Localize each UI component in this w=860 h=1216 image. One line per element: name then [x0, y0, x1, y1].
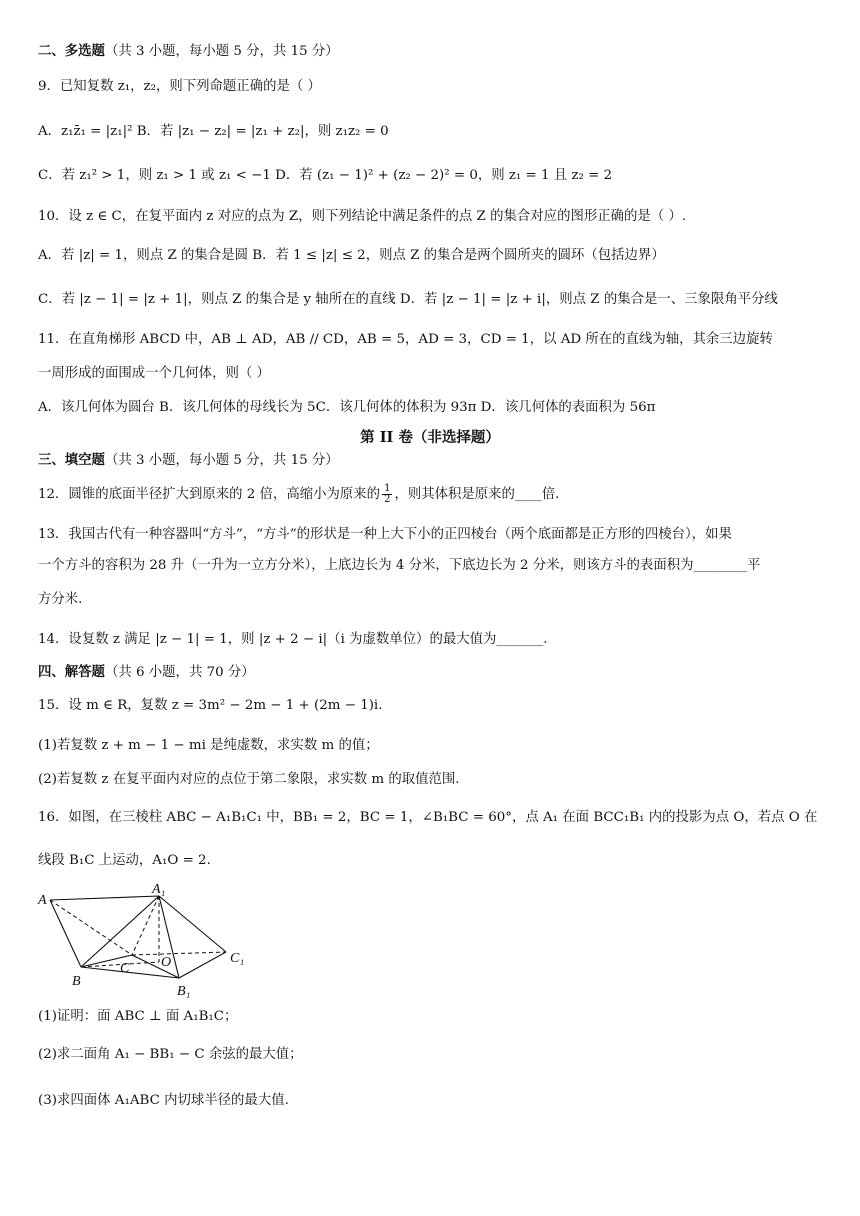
label-A1: A₁	[152, 884, 166, 897]
edge-C-B1	[132, 955, 179, 978]
hidden-edge-C-C1	[132, 952, 226, 955]
q12-text-after: ，则其体积是原来的____倍.	[394, 487, 560, 502]
q10-stem: 10．设 z ∈ C，在复平面内 z 对应的点为 Z，则下列结论中满足条件的点 Z 的集合对应的图形正确的是（ ）.	[38, 209, 687, 224]
label-O: O	[161, 955, 172, 970]
section-note: （共 3 小题，每小题 5 分，共 15 分）	[104, 44, 339, 59]
section-title: 三、填空题	[38, 452, 105, 468]
q15-part1: (1)若复数 z + m − 1 − mi 是纯虚数，求实数 m 的值；	[38, 738, 379, 753]
fraction-numerator: 1	[384, 483, 391, 494]
section-note: （共 6 小题，共 70 分）	[104, 665, 255, 680]
q16-part1: (1)证明：面 ABC ⊥ 面 A₁B₁C；	[38, 1009, 238, 1024]
q9-options-ab: A．z₁z̄₁ = |z₁|² B．若 |z₁ − z₂| = |z₁ + z₂|，则 z₁z₂ = 0	[38, 124, 389, 139]
q15-part2: (2)若复数 z 在复平面内对应的点位于第二象限，求实数 m 的取值范围.	[38, 772, 460, 787]
edge-B1-C1	[179, 952, 226, 978]
section-answer-heading	[38, 663, 255, 682]
q16-part3: (3)求四面体 A₁ABC 内切球半径的最大值.	[38, 1093, 289, 1108]
q13-line1: 13．我国古代有一种容器叫“方斗”，“方斗”的形状是一种上大下小的正四棱台（两个底面都是正方形的四棱台），如果	[38, 527, 732, 542]
q13-line2: 一个方斗的容积为 28 升（一升为一立方分米），上底边长为 4 分米，下底边长为 2 分米，则该方斗的表面积为________平	[38, 558, 761, 573]
q10-options-ab: A．若 |z| = 1，则点 Z 的集合是圆 B．若 1 ≤ |z| ≤ 2，则点 Z 的集合是两个圆所夹的圆环（包括边界）	[38, 248, 665, 263]
fraction-denominator: 2	[384, 494, 391, 505]
hidden-edge-A1-C	[132, 896, 159, 955]
q14-text: 14．设复数 z 满足 |z − 1| = 1，则 |z + 2 − i|（i 为虚数单位）的最大值为_______.	[38, 632, 548, 647]
q16-line2: 线段 B₁C 上运动，A₁O = 2.	[38, 853, 211, 868]
q11-options: A．该几何体为圆台 B．该几何体的母线长为 5C．该几何体的体积为 93π D．该几何体的表面积为 56π	[38, 400, 656, 415]
edge-A-B	[50, 900, 81, 967]
q9-options-cd: C．若 z₁² > 1，则 z₁ > 1 或 z₁ < −1 D．若 (z₁ − 1)² + (z₂ − 2)² = 0，则 z₁ = 1 且 z₂ = 2	[38, 168, 613, 183]
q11-line2: 一周形成的面围成一个几何体，则（ ）	[38, 366, 270, 381]
q15-stem: 15．设 m ∈ R，复数 z = 3m² − 2m − 1 + (2m − 1)i.	[38, 698, 383, 713]
q16-part2: (2)求二面角 A₁ − BB₁ − C 余弦的最大值；	[38, 1047, 303, 1062]
label-C1: C₁	[230, 951, 245, 966]
section-title: 四、解答题	[38, 664, 105, 680]
label-A: A	[38, 893, 47, 908]
label-B: B	[72, 974, 81, 989]
prism-figure	[36, 884, 266, 1000]
section-title: 二、多选题	[38, 43, 105, 59]
edge-A1-C1	[159, 896, 226, 952]
q12-fraction	[382, 484, 392, 505]
section-fill-blank-heading	[38, 451, 339, 470]
q11-line1: 11．在直角梯形 ABCD 中，AB ⊥ AD，AB // CD，AB = 5，AD = 3，CD = 1，以 AD 所在的直线为轴，其余三边旋转	[38, 332, 773, 347]
q13-line3: 方分米.	[38, 592, 83, 607]
part-two-title: 第 II 卷（非选择题）	[360, 429, 500, 446]
label-C: C	[120, 961, 130, 976]
edge-A1-B	[81, 896, 159, 967]
q12-text	[38, 484, 559, 505]
section-multi-choice-heading	[38, 42, 339, 61]
label-B1: B₁	[177, 984, 191, 999]
q12-text-before: 12．圆锥的底面半径扩大到原来的 2 倍，高缩小为原来的	[38, 487, 381, 502]
q10-options-cd: C．若 |z − 1| = |z + 1|，则点 Z 的集合是 y 轴所在的直线 D．若 |z − 1| = |z + i|，则点 Z 的集合是一、三象限角平分线	[38, 292, 778, 307]
q16-line1: 16．如图，在三棱柱 ABC − A₁B₁C₁ 中，BB₁ = 2，BC = 1，∠B₁BC = 60°，点 A₁ 在面 BCC₁B₁ 内的投影为点 O，若点 O 在	[38, 810, 818, 825]
section-note: （共 3 小题，每小题 5 分，共 15 分）	[104, 453, 339, 468]
q9-stem: 9．已知复数 z₁，z₂，则下列命题正确的是（ ）	[38, 79, 321, 94]
edge-A-A1	[50, 896, 159, 900]
